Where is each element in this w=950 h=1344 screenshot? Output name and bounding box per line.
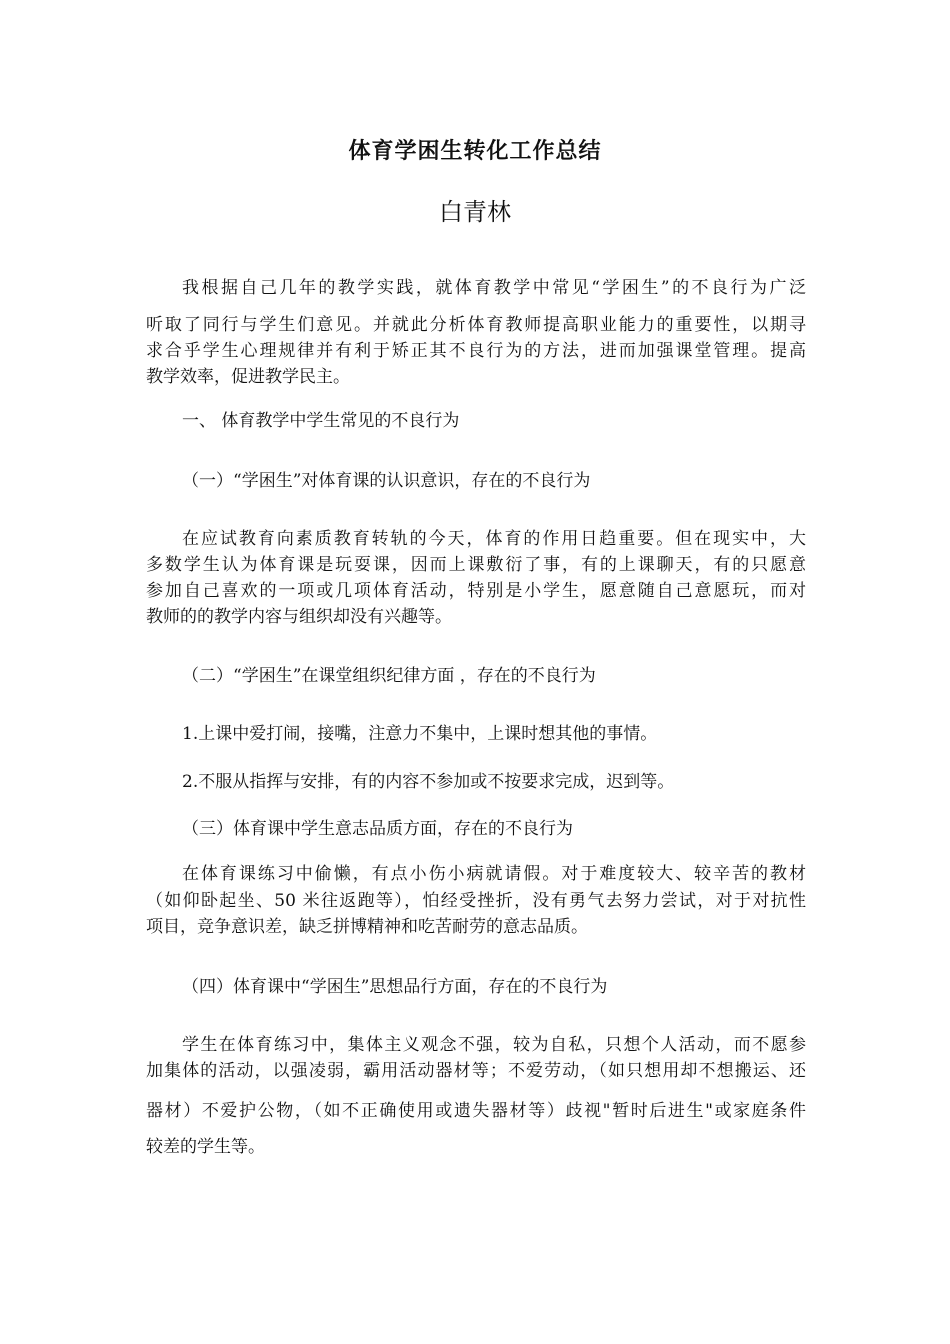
paragraph-line: 学生在体育练习中，集体主义观念不强，较为自私，只想个人活动，而不愿参 — [182, 1035, 806, 1055]
paragraph-line: 在体育课练习中偷懒，有点小伤小病就请假。对于难度较大、较辛苦的教材 — [182, 864, 806, 884]
paragraph-line: 器材）不爱护公物，（如不正确使用或遗失器材等）歧视"暂时后进生"或家庭条件 — [146, 1101, 806, 1121]
intro-line: 求合乎学生心理规律并有利于矫正其不良行为的方法，进而加强课堂管理。提高 — [146, 341, 806, 361]
intro-line: 教学效率，促进教学民主。 — [146, 367, 350, 387]
paragraph-line: 项目，竞争意识差，缺乏拼博精神和吃苦耐劳的意志品质。 — [146, 917, 588, 937]
section-heading: 一、 体育教学中学生常见的不良行为 — [182, 411, 460, 431]
subsection-heading: （二）“学困生”在课堂组织纪律方面 ，存在的不良行为 — [182, 666, 596, 686]
subsection-heading: （三）体育课中学生意志品质方面，存在的不良行为 — [182, 819, 573, 839]
paragraph-line: 教师的的教学内容与组织却没有兴趣等。 — [146, 607, 452, 627]
subsection-heading: （四）体育课中“学困生”思想品行方面，存在的不良行为 — [182, 977, 608, 997]
paragraph-line: 多数学生认为体育课是玩耍课，因而上课敷衍了事，有的上课聊天，有的只愿意 — [146, 555, 806, 575]
document-title: 体育学困生转化工作总结 — [348, 138, 602, 164]
intro-line: 听取了同行与学生们意见。并就此分析体育教师提高职业能力的重要性，以期寻 — [146, 315, 806, 335]
subsection-heading: （一）“学困生”对体育课的认识意识，存在的不良行为 — [182, 471, 591, 491]
list-item: 1.上课中爱打闹，接嘴，注意力不集中，上课时想其他的事情。 — [182, 724, 658, 744]
list-item: 2.不服从指挥与安排，有的内容不参加或不按要求完成，迟到等。 — [182, 772, 675, 792]
intro-line: 我根据自己几年的教学实践，就体育教学中常见“学困生”的不良行为广泛 — [182, 278, 806, 298]
paragraph-line: 参加自己喜欢的一项或几项体育活动，特别是小学生，愿意随自己意愿玩，而对 — [146, 581, 806, 601]
paragraph-line: 较差的学生等。 — [146, 1137, 265, 1157]
paragraph-line: 加集体的活动，以强凌弱，霸用活动器材等；不爱劳动，（如只想用却不想搬运、还 — [146, 1061, 806, 1081]
document-author: 白青林 — [439, 198, 511, 226]
paragraph-line: （如仰卧起坐、50 米往返跑等），怕经受挫折，没有勇气去努力尝试，对于对抗性 — [146, 891, 806, 911]
paragraph-line: 在应试教育向素质教育转轨的今天，体育的作用日趋重要。但在现实中，大 — [182, 529, 806, 549]
